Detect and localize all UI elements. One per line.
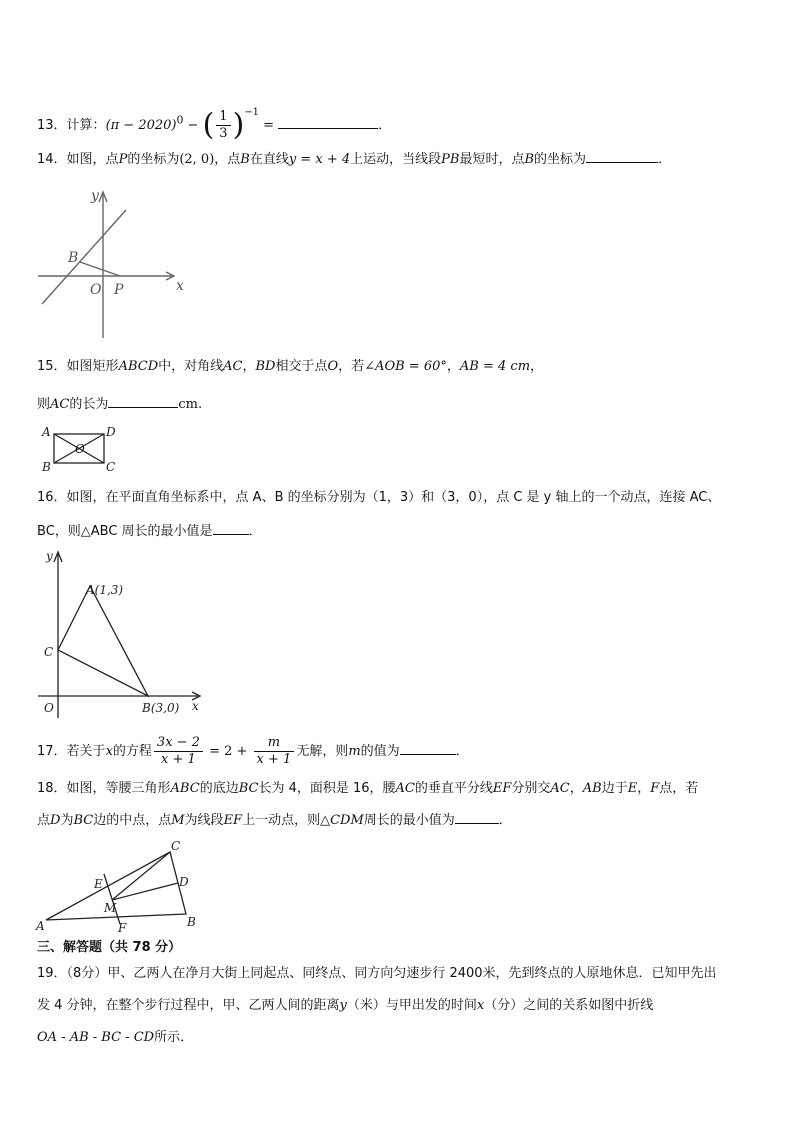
question-text: 如图，点 bbox=[66, 152, 119, 167]
question-text: 则 bbox=[37, 397, 51, 412]
label-m: M bbox=[104, 901, 117, 915]
math-var: D bbox=[50, 813, 61, 828]
question-text: 无解，则 bbox=[296, 744, 349, 759]
math-var: AC bbox=[223, 359, 243, 374]
question-text: 18．如图，等腰三角形 bbox=[37, 781, 171, 796]
math-operator: − bbox=[183, 118, 203, 133]
question-19-line-2 bbox=[37, 996, 653, 1016]
answer-blank[interactable] bbox=[400, 740, 456, 755]
y-label: y bbox=[46, 549, 53, 563]
math-expression: (2, 0) bbox=[179, 152, 215, 167]
question-text: ， bbox=[637, 781, 651, 796]
exponent: 0 bbox=[176, 113, 184, 127]
math-var: AC bbox=[550, 781, 570, 796]
label-b: B bbox=[187, 915, 196, 929]
question-text: ． bbox=[248, 524, 262, 539]
question-text: ， bbox=[242, 359, 256, 374]
math-var: △CDM bbox=[320, 813, 364, 828]
question-text: 上一动点，则 bbox=[242, 813, 321, 828]
question-text: 点，若 bbox=[659, 781, 699, 796]
question-15-line-1 bbox=[37, 357, 543, 377]
label-f: F bbox=[118, 921, 127, 935]
label-a: A bbox=[36, 919, 45, 933]
math-var: BC bbox=[238, 781, 259, 796]
left-paren: ( bbox=[202, 107, 215, 143]
question-17 bbox=[37, 733, 469, 771]
question-text: 如图矩形 bbox=[66, 359, 119, 374]
math-var: F bbox=[650, 781, 660, 796]
point-a-label: A(1,3) bbox=[86, 583, 124, 597]
math-var: EF bbox=[223, 813, 243, 828]
label-c: C bbox=[171, 839, 181, 853]
question-text: 上运动，当线段 bbox=[350, 152, 442, 167]
label-a: A bbox=[42, 425, 51, 439]
math-var: m bbox=[348, 744, 361, 759]
question-text: 的坐标为 bbox=[534, 152, 587, 167]
question-text: 发 4 分钟，在整个步行过程中，甲、乙两人间的距离 bbox=[37, 998, 340, 1013]
denominator: x + 1 bbox=[256, 752, 292, 767]
math-var: x bbox=[476, 998, 485, 1013]
math-expression: ∠AOB = 60° bbox=[364, 359, 447, 374]
question-text: 的底边 bbox=[199, 781, 239, 796]
unit-text: cm. bbox=[178, 397, 203, 412]
section-heading: 三、解答题（共 78 分） bbox=[37, 940, 182, 955]
question-text: （分）之间的关系如图中折线 bbox=[484, 998, 654, 1013]
math-var: ABCD bbox=[118, 359, 159, 374]
question-text: 中，对角线 bbox=[158, 359, 224, 374]
question-text: ， bbox=[569, 781, 583, 796]
right-paren: ) bbox=[232, 107, 245, 143]
math-var: x bbox=[105, 744, 113, 759]
q16-figure bbox=[32, 546, 212, 724]
question-text: 边于 bbox=[601, 781, 628, 796]
math-var: AC bbox=[50, 397, 70, 412]
math-var: EF bbox=[492, 781, 512, 796]
question-text: 周长的最小值为 bbox=[363, 813, 455, 828]
question-number: 15． bbox=[37, 359, 67, 374]
x-label: x bbox=[176, 278, 184, 294]
denominator: 3 bbox=[219, 126, 228, 141]
math-var: AC bbox=[395, 781, 415, 796]
question-text: ． bbox=[498, 813, 512, 828]
math-var: PB bbox=[441, 152, 460, 167]
label-d: D bbox=[179, 875, 189, 889]
question-text: 的长为 bbox=[69, 397, 109, 412]
question-18-line-1 bbox=[37, 779, 698, 799]
question-text: 为线段 bbox=[184, 813, 224, 828]
question-text: 在直线 bbox=[249, 152, 289, 167]
point-b-label: B(3,0) bbox=[142, 701, 180, 715]
math-var: B bbox=[524, 152, 535, 167]
question-text: 的垂直平分线 bbox=[414, 781, 493, 796]
question-text: ， bbox=[446, 359, 460, 374]
point-c-label: C bbox=[44, 645, 54, 659]
fraction-right bbox=[254, 735, 295, 768]
question-text: 分别交 bbox=[511, 781, 551, 796]
math-expression: AB = 4 cm bbox=[459, 359, 531, 374]
math-var: P bbox=[118, 152, 128, 167]
question-text: ，点 bbox=[214, 152, 241, 167]
math-var: O bbox=[327, 359, 339, 374]
answer-blank[interactable] bbox=[586, 148, 658, 163]
math-var: BD bbox=[255, 359, 276, 374]
answer-blank[interactable] bbox=[455, 809, 499, 824]
question-text: 的坐标为 bbox=[127, 152, 180, 167]
question-number: 14． bbox=[37, 152, 67, 167]
question-text: 所示． bbox=[154, 1030, 194, 1045]
math-var: AB bbox=[582, 781, 602, 796]
question-text: （米）与甲出发的时间 bbox=[346, 998, 477, 1013]
question-text: ． bbox=[455, 744, 469, 759]
math-var: ABC bbox=[170, 781, 200, 796]
question-text: 为 bbox=[60, 813, 74, 828]
question-text: ． bbox=[378, 118, 392, 133]
label-c: C bbox=[106, 460, 116, 474]
y-label: y bbox=[91, 188, 99, 204]
label-o: O bbox=[75, 442, 85, 456]
numerator: 3x − 2 bbox=[154, 735, 203, 752]
question-number: 17． bbox=[37, 744, 67, 759]
question-13 bbox=[37, 96, 391, 143]
math-var: E bbox=[627, 781, 638, 796]
label-d: D bbox=[106, 425, 116, 439]
math-expression: (π − 2020) bbox=[105, 118, 177, 133]
question-19-line-3 bbox=[37, 1028, 193, 1048]
question-text: 长为 4，面积是 16，腰 bbox=[258, 781, 396, 796]
exponent: −1 bbox=[244, 107, 260, 118]
question-text: ． bbox=[658, 152, 672, 167]
segment-pb bbox=[80, 262, 120, 276]
point-b-label: B bbox=[68, 250, 79, 266]
question-text: ，若 bbox=[338, 359, 365, 374]
question-text: 的方程 bbox=[112, 744, 152, 759]
origin-label: O bbox=[90, 282, 102, 298]
question-text: 最短时，点 bbox=[459, 152, 525, 167]
q15-figure bbox=[38, 420, 128, 476]
math-operator: = bbox=[259, 118, 279, 133]
question-14 bbox=[37, 148, 671, 170]
answer-blank[interactable] bbox=[213, 520, 249, 535]
question-text: 若关于 bbox=[66, 744, 106, 759]
question-text: 相交于点 bbox=[275, 359, 328, 374]
fraction-left bbox=[154, 735, 203, 768]
q18-figure bbox=[34, 836, 204, 936]
label-b: B bbox=[42, 460, 51, 474]
label-e: E bbox=[94, 877, 103, 891]
question-16-line-1: 16．如图，在平面直角坐标系中，点 A、B 的坐标分别为（1，3）和（3，0），点 C 是 y 轴上的一个动点，连接 AC、 bbox=[37, 490, 721, 505]
math-var: BC bbox=[73, 813, 94, 828]
math-var: B bbox=[240, 152, 250, 167]
question-text: BC，则△ABC 周长的最小值是 bbox=[37, 524, 213, 539]
numerator: m bbox=[254, 735, 295, 752]
q14-figure bbox=[34, 184, 194, 344]
question-15-line-2 bbox=[37, 393, 202, 415]
triangle-abc bbox=[58, 586, 148, 696]
math-var: M bbox=[171, 813, 185, 828]
answer-blank[interactable] bbox=[108, 393, 178, 408]
question-text: 的值为 bbox=[360, 744, 400, 759]
origin-label: O bbox=[44, 701, 54, 715]
numerator: 1 bbox=[216, 109, 230, 126]
math-expression: y = x + 4 bbox=[288, 152, 351, 167]
denominator: x + 1 bbox=[161, 752, 196, 767]
question-16-line-2 bbox=[37, 520, 262, 542]
answer-blank[interactable] bbox=[278, 114, 378, 129]
math-var: y bbox=[339, 998, 347, 1013]
math-operator: = 2 + bbox=[204, 744, 252, 759]
point-p-label: P bbox=[114, 282, 124, 298]
question-text: 计算： bbox=[66, 118, 106, 133]
x-label: x bbox=[192, 699, 199, 713]
question-text: 边的中点，点 bbox=[93, 813, 172, 828]
question-18-line-2 bbox=[37, 809, 512, 831]
question-text: 点 bbox=[37, 813, 51, 828]
fraction bbox=[216, 109, 230, 142]
question-number: 13． bbox=[37, 118, 67, 133]
question-text: ， bbox=[530, 359, 544, 374]
question-19-line-1: 19．（8分）甲、乙两人在净月大街上同起点、同终点、同方向匀速步行 2400米，先到终点的人原地休息．已知甲先出 bbox=[37, 966, 717, 981]
math-expression: OA - AB - BC - CD bbox=[37, 1030, 155, 1045]
